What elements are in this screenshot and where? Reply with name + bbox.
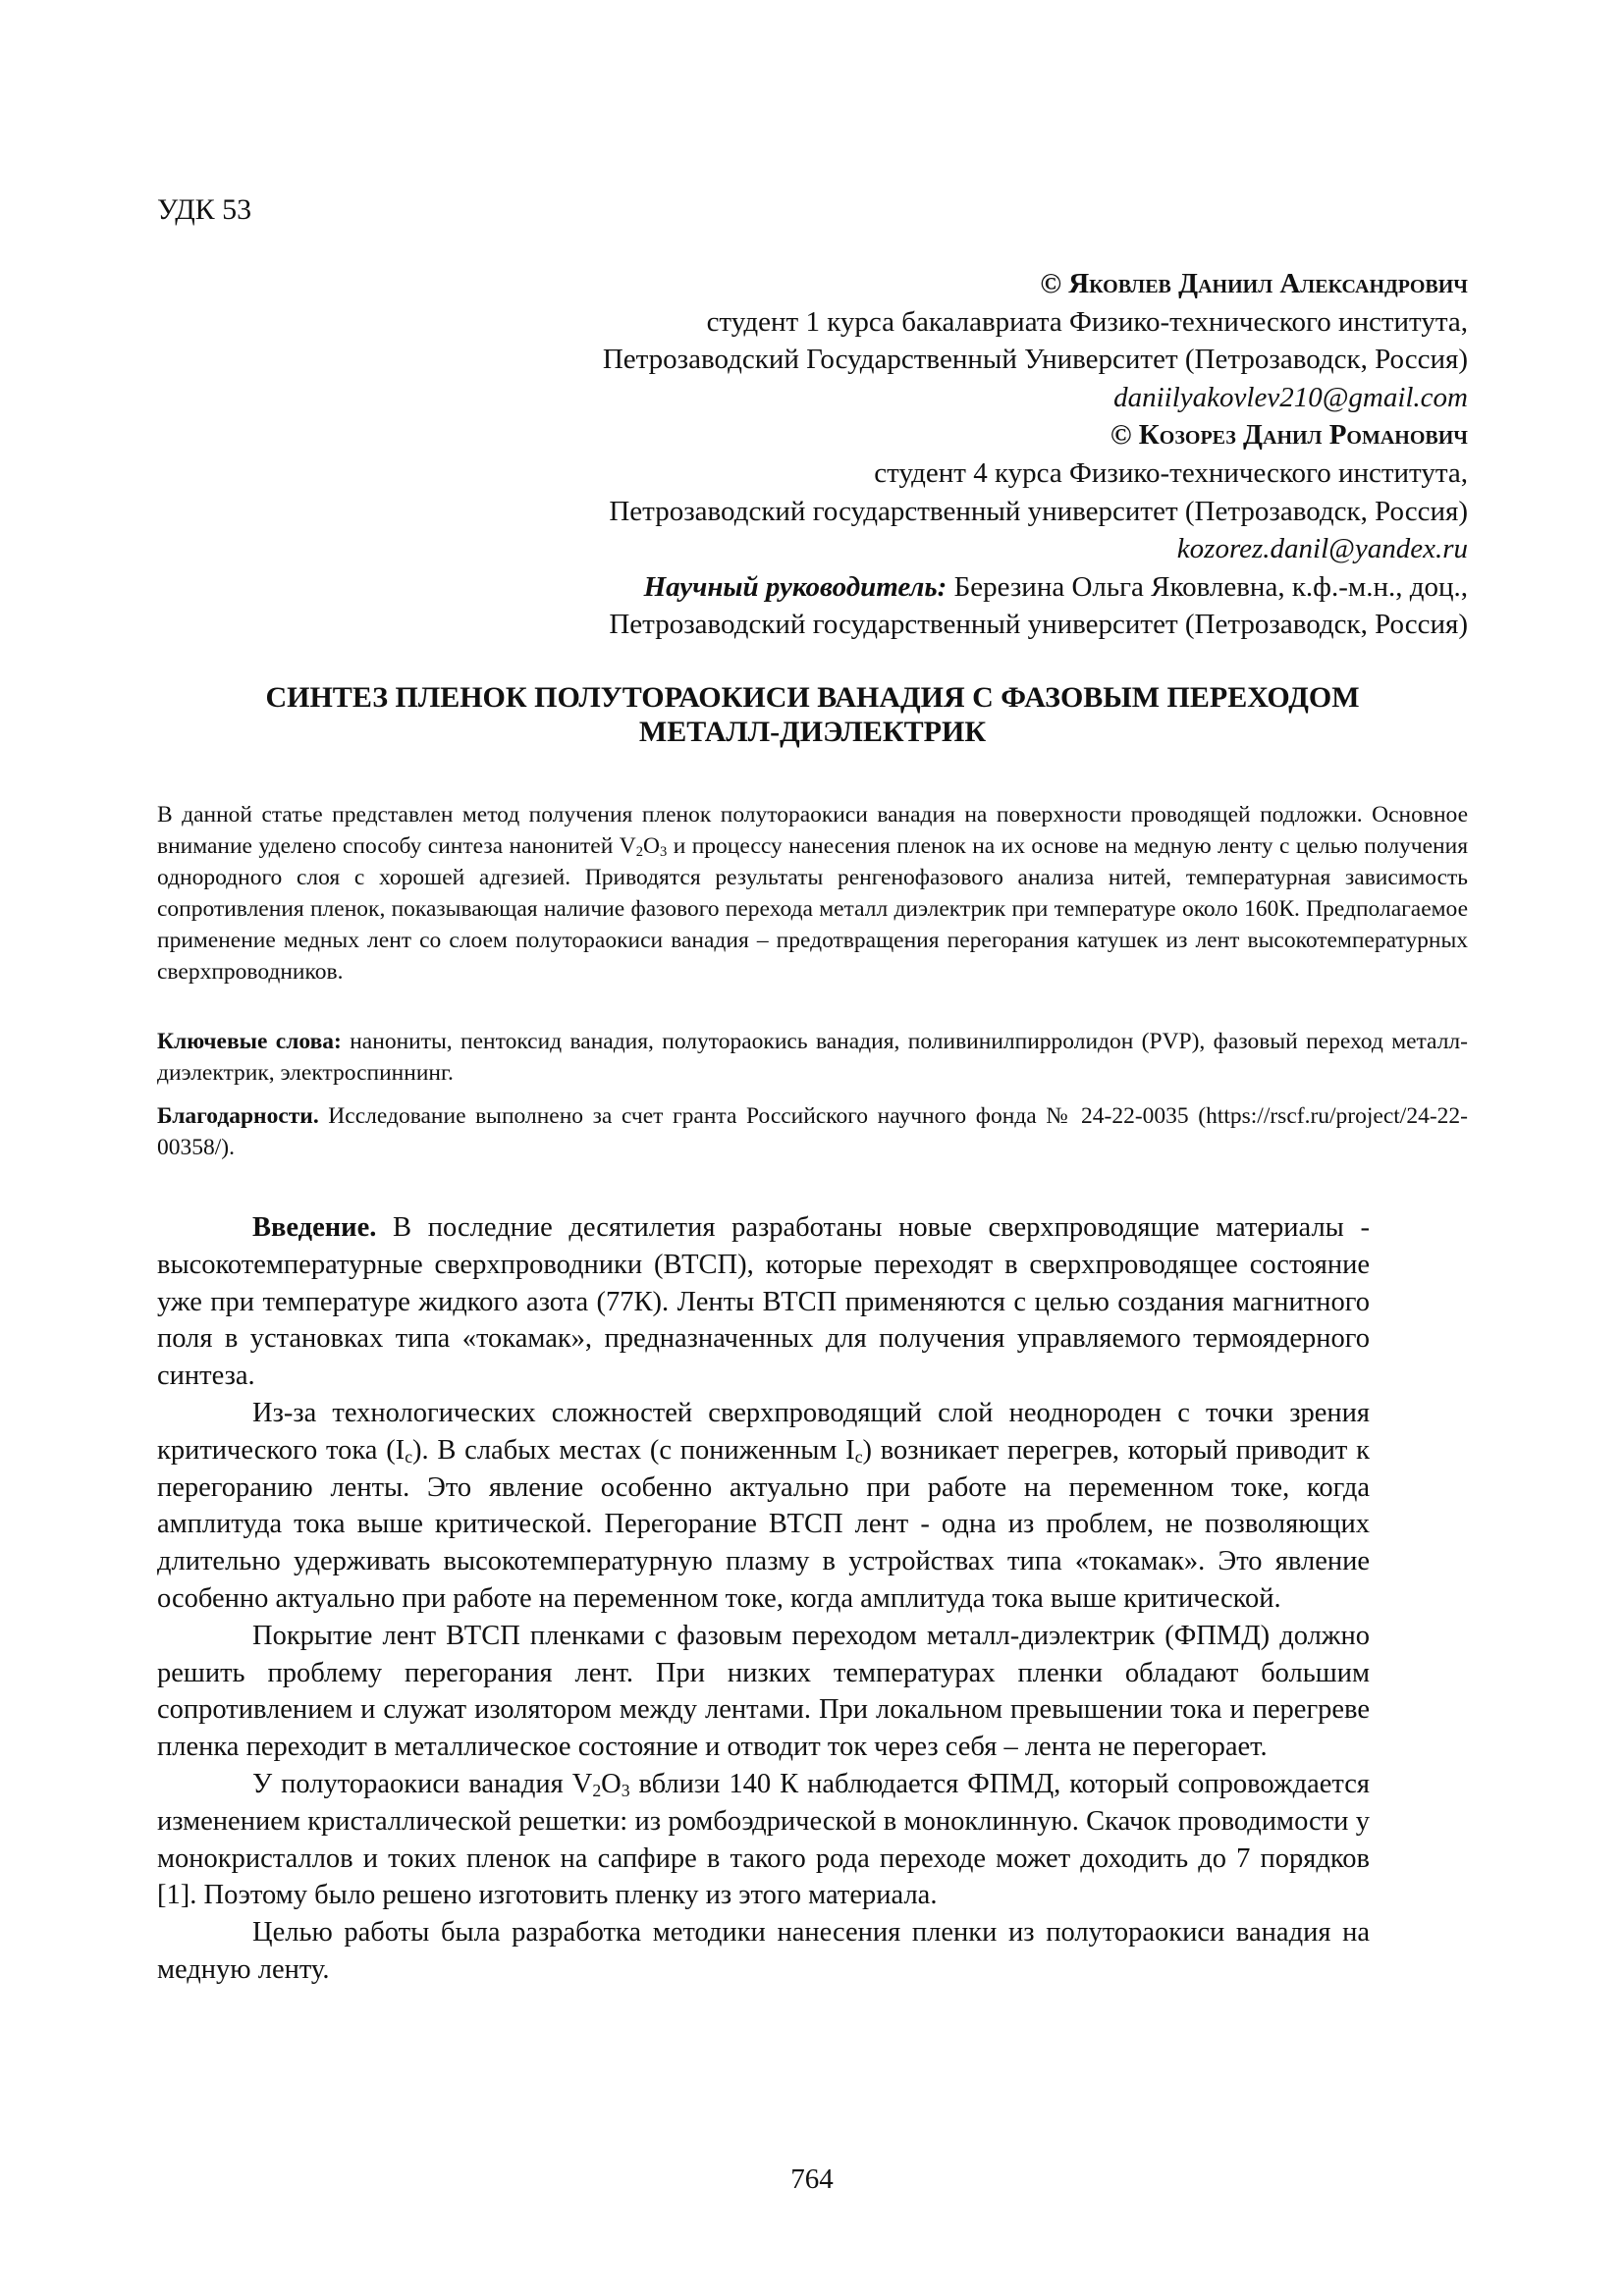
author-email[interactable]: daniilyakovlev210@gmail.com bbox=[1113, 381, 1468, 413]
author-affiliation: Петрозаводский государственный университет (Петрозаводск, Россия) bbox=[609, 495, 1468, 527]
abstract-text: O bbox=[642, 833, 660, 859]
acknowledgments-label: Благодарности. bbox=[157, 1103, 319, 1129]
author-email[interactable]: kozorez.danil@yandex.ru bbox=[1176, 533, 1468, 565]
title-line-1: СИНТЕЗ ПЛЕНОК ПОЛУТОРАОКИСИ ВАНАДИЯ С ФАЗОВЫМ ПЕРЕХОДОМ bbox=[265, 681, 1360, 714]
abstract bbox=[157, 799, 1468, 988]
subscript: 2 bbox=[592, 1780, 602, 1800]
keywords bbox=[157, 1026, 1468, 1089]
title-line-2: МЕТАЛЛ-ДИЭЛЕКТРИК bbox=[638, 716, 987, 748]
paragraph-text: вблизи 140 К наблюдается ФПМД, который сопровождается изменением кристаллической решетки: из ромбоэдрической в моноклинную. Скачок проводимости у монокристаллов и токих пленок на сапфире в такого рода переходе может доходить до 7 порядков [1]. Поэтому было решено изготовить пленку из этого материала. bbox=[157, 1768, 1370, 1911]
author-position: студент 1 курса бакалавриата Физико-технического института, bbox=[706, 305, 1468, 338]
body-text bbox=[157, 1209, 1370, 1989]
subscript: c bbox=[405, 1446, 413, 1467]
keywords-text: нанониты, пентоксид ванадия, полуторaокись ванадия, поливинилпирролидон (PVP), фазовый переход металл-диэлектрик, электроспиннинг. bbox=[157, 1029, 1468, 1086]
subscript: c bbox=[854, 1446, 863, 1467]
paragraph: Целью работы была разработка методики нанесения пленки из полуторaокиси ванадия на медную ленту. bbox=[157, 1917, 1370, 1985]
author-block bbox=[388, 265, 1468, 644]
paragraph-text: O bbox=[601, 1768, 622, 1799]
supervisor-name: Березина Ольга Яковлевна, к.ф.-м.н., доц., bbox=[947, 570, 1468, 603]
abstract-text: В данной статье представлен метод получения пленок полуторaокиси ванадия на поверхности проводящей подложки. Основное внимание уделено способу синтеза нанонитей V bbox=[157, 802, 1468, 859]
page-number: 764 bbox=[790, 2163, 834, 2195]
intro-heading: Введение. bbox=[252, 1212, 377, 1243]
paragraph-text: В последние десятилетия разработаны новые сверхпроводящие материалы - высокотемпературные сверхпроводники (ВТСП), которые переходят в сверхпроводящее состояние уже при температуре жидкого азота (77К). Ленты ВТСП применяются с целью создания магнитного поля в установках типа «токамак», предназначенных для получения управляемого термоядерного синтеза. bbox=[157, 1212, 1370, 1392]
author-affiliation: Петрозаводский Государственный Университет (Петрозаводск, Россия) bbox=[602, 344, 1468, 376]
paragraph bbox=[157, 1766, 1370, 1914]
paragraph-text: У полуторaокиси ванадия V bbox=[252, 1768, 593, 1799]
author-position: студент 4 курса Физико-технического института, bbox=[874, 456, 1468, 489]
paragraph: Покрытие лент ВТСП пленками с фазовым переходом металл-диэлектрик (ФПМД) должно решить проблему перегорания лент. При низких температурах пленки обладают большим сопротивлением и служат изолятором между лентами. При локальном превышении тока и перегреве пленка переходит в металлическое состояние и отводит ток через себя – лента не перегорает. bbox=[157, 1620, 1370, 1763]
paragraph bbox=[157, 1395, 1370, 1618]
subscript: 3 bbox=[659, 844, 668, 861]
paragraph-text: Из-за технологических сложностей сверхпроводящий слой неоднороден с точки зрения критического тока (I bbox=[157, 1397, 1370, 1466]
paragraph bbox=[157, 1209, 1370, 1395]
supervisor-line bbox=[388, 568, 1468, 607]
keywords-label: Ключевые слова: bbox=[157, 1029, 342, 1054]
paragraph-text: ). В слабых местах (с пониженным I bbox=[412, 1434, 855, 1466]
acknowledgments bbox=[157, 1100, 1468, 1163]
author-name: © Козорез Данил Романович bbox=[1110, 419, 1468, 452]
abstract-text: и процессу нанесения пленок на их основе на медную ленту с целью получения однородного слоя с хорошей адгезией. Приводятся результаты ренгенофазового анализа нитей, температурная зависимость сопротивления пленок, показывающая наличие фазового перехода металл диэлектрик при температуре около 160К. Предполагаемое применение медных лент со слоем полуторaокиси ванадия – предотвращения перегорания катушек из лент высокотемпературных сверхпроводников. bbox=[157, 833, 1469, 985]
subscript: 3 bbox=[621, 1780, 630, 1800]
supervisor-label: Научный руководитель: bbox=[643, 570, 947, 603]
paper-title bbox=[157, 680, 1468, 749]
acknowledgments-text: Исследование выполнено за счет гранта Российского научного фонда № 24-22-0035 (https://rscf.ru/project/24-22-00358/). bbox=[157, 1103, 1468, 1160]
author-name: © Яковлев Даниил Александрович bbox=[1040, 268, 1468, 299]
paragraph-text: ) возникает перегрев, который приводит к перегоранию ленты. Это явление особенно актуально при работе на переменном токе, когда амплитуда тока выше критической. Перегорание ВТСП лент - одна из проблем, не позволяющих длительно удерживать высокотемпературную плазму в устройствах типа «токамак». Это явление особенно актуально при работе на переменном токе, когда амплитуда тока выше критической. bbox=[157, 1434, 1370, 1614]
subscript: 2 bbox=[635, 844, 643, 861]
udk-code: УДК 53 bbox=[157, 193, 252, 226]
supervisor-affiliation: Петрозаводский государственный университет (Петрозаводск, Россия) bbox=[609, 609, 1468, 641]
